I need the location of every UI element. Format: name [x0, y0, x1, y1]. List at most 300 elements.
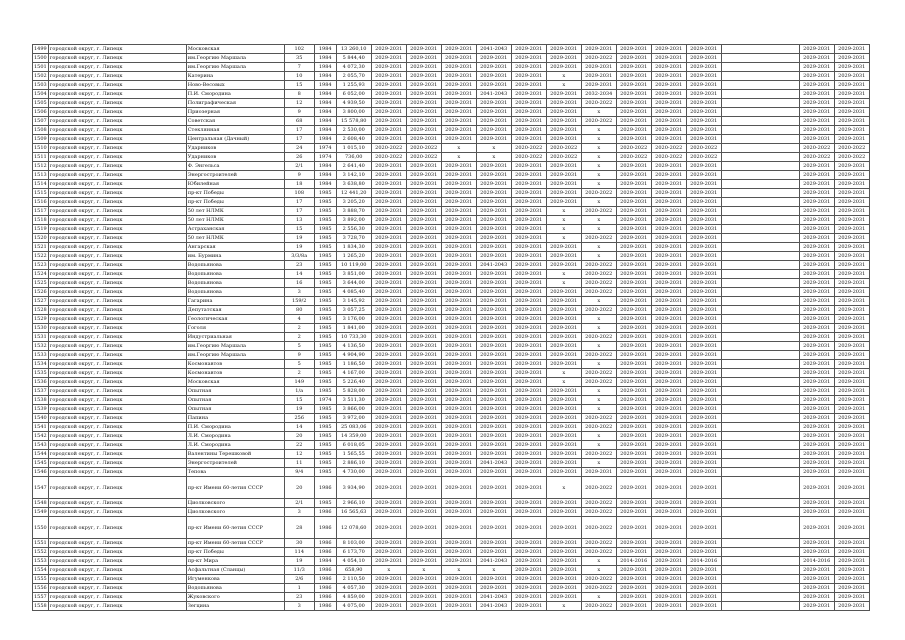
- cell-period-11: [721, 216, 799, 225]
- cell-period-13: 2020-2022: [834, 153, 869, 162]
- table-row: [33, 566, 870, 575]
- cell-period-3: 2029-2031: [441, 342, 476, 351]
- cell-period-5: 2029-2031: [511, 126, 546, 135]
- cell-period-3: 2029-2031: [441, 450, 476, 459]
- table-row: [33, 243, 870, 252]
- cell-municipality: городской округ, г. Липецк: [48, 508, 186, 517]
- cell-period-12: 2029-2031: [799, 351, 834, 360]
- cell-municipality: городской округ, г. Липецк: [48, 517, 186, 539]
- cell-period-1: 2029-2031: [371, 171, 406, 180]
- cell-period-1: 2029-2031: [371, 499, 406, 508]
- cell-period-9: 2029-2031: [651, 243, 686, 252]
- cell-period-8: 2029-2031: [616, 450, 651, 459]
- cell-street: пр-кт Победы: [186, 548, 284, 557]
- cell-period-9: 2029-2031: [651, 369, 686, 378]
- cell-period-1: 2029-2031: [371, 297, 406, 306]
- cell-period-11: [721, 414, 799, 423]
- cell-period-10: 2020-2022: [686, 153, 721, 162]
- cell-period-3: 2029-2031: [441, 324, 476, 333]
- cell-period-11: [721, 468, 799, 477]
- cell-street: 50 лет НЛМК: [186, 207, 284, 216]
- cell-municipality: городской округ, г. Липецк: [48, 198, 186, 207]
- cell-year-built: 1985: [314, 387, 336, 396]
- cell-period-7: 2032-2034: [581, 90, 616, 99]
- cell-municipality: городской округ, г. Липецк: [48, 477, 186, 499]
- cell-period-9: 2029-2031: [651, 306, 686, 315]
- cell-period-9: 2029-2031: [651, 423, 686, 432]
- cell-row-number: 1516: [34, 199, 47, 205]
- cell-municipality: городской округ, г. Липецк: [48, 306, 186, 315]
- cell-period-8: 2029-2031: [616, 548, 651, 557]
- cell-row-number: 1522: [34, 253, 47, 259]
- cell-period-3: 2029-2031: [441, 548, 476, 557]
- cell-area: 15 578,80: [336, 117, 371, 126]
- cell-period-11: [721, 144, 799, 153]
- cell-period-12: 2029-2031: [799, 297, 834, 306]
- cell-period-12: 2029-2031: [799, 180, 834, 189]
- table-row: [33, 306, 870, 315]
- cell-period-2: 2029-2031: [406, 423, 441, 432]
- cell-period-6: 2029-2031: [546, 548, 581, 557]
- cell-row-number: 1524: [34, 271, 47, 277]
- cell-period-4: x: [476, 566, 511, 575]
- cell-municipality: городской округ, г. Липецк: [48, 324, 186, 333]
- cell-street: им. Бурмина: [186, 252, 284, 261]
- cell-period-13: 2029-2031: [834, 360, 869, 369]
- cell-house-number: 108: [284, 189, 314, 198]
- cell-municipality: городской округ, г. Липецк: [48, 180, 186, 189]
- cell-period-12: 2029-2031: [799, 216, 834, 225]
- cell-municipality: городской округ, г. Липецк: [48, 72, 186, 81]
- cell-period-11: [721, 517, 799, 539]
- cell-area: 4 136,50: [336, 342, 371, 351]
- cell-period-7: 2020-2022: [581, 279, 616, 288]
- cell-period-4: 2029-2031: [476, 234, 511, 243]
- cell-row-number: 1514: [34, 181, 47, 187]
- cell-year-built: 1985: [314, 279, 336, 288]
- cell-period-6: 2029-2031: [546, 499, 581, 508]
- cell-period-3: 2029-2031: [441, 198, 476, 207]
- cell-period-5: 2029-2031: [511, 360, 546, 369]
- cell-period-12: 2029-2031: [799, 508, 834, 517]
- cell-period-3: 2029-2031: [441, 405, 476, 414]
- table-row: [33, 459, 870, 468]
- cell-period-7: 2029-2031: [581, 81, 616, 90]
- cell-municipality: городской округ, г. Липецк: [48, 90, 186, 99]
- table-row: [33, 288, 870, 297]
- cell-period-10: 2029-2031: [686, 414, 721, 423]
- cell-period-9: 2029-2031: [651, 297, 686, 306]
- cell-row-number: 1523: [34, 262, 47, 268]
- cell-municipality: городской округ, г. Липецк: [48, 99, 186, 108]
- cell-period-11: [721, 81, 799, 90]
- cell-year-built: 1985: [314, 297, 336, 306]
- cell-period-3: 2029-2031: [441, 584, 476, 593]
- cell-period-4: 2029-2031: [476, 441, 511, 450]
- cell-period-3: 2029-2031: [441, 333, 476, 342]
- cell-period-7: x: [581, 144, 616, 153]
- cell-house-number: 159/2: [284, 297, 314, 306]
- cell-period-4: 2029-2031: [476, 351, 511, 360]
- cell-house-number: 2: [284, 324, 314, 333]
- cell-period-8: 2029-2031: [616, 459, 651, 468]
- cell-period-7: x: [581, 593, 616, 602]
- cell-period-3: 2029-2031: [441, 225, 476, 234]
- cell-period-12: 2029-2031: [799, 225, 834, 234]
- cell-area: 1 015,10: [336, 144, 371, 153]
- cell-period-11: [721, 99, 799, 108]
- cell-period-5: 2029-2031: [511, 499, 546, 508]
- cell-period-2: 2029-2031: [406, 450, 441, 459]
- table-body: [33, 45, 870, 611]
- cell-period-9: 2029-2031: [651, 135, 686, 144]
- cell-period-12: 2029-2031: [799, 459, 834, 468]
- cell-period-13: 2029-2031: [834, 180, 869, 189]
- cell-period-5: 2029-2031: [511, 234, 546, 243]
- cell-house-number: 30: [284, 539, 314, 548]
- cell-period-1: 2029-2031: [371, 432, 406, 441]
- cell-period-2: 2029-2031: [406, 602, 441, 611]
- cell-period-12: 2029-2031: [799, 288, 834, 297]
- cell-period-2: 2029-2031: [406, 90, 441, 99]
- cell-year-built: 1985: [314, 234, 336, 243]
- cell-period-11: [721, 396, 799, 405]
- cell-row-number: 1556: [34, 585, 47, 591]
- cell-municipality: городской округ, г. Липецк: [48, 423, 186, 432]
- cell-area: 5 828,00: [336, 387, 371, 396]
- cell-period-1: 2020-2022: [371, 144, 406, 153]
- cell-row-number: 1557: [34, 594, 47, 600]
- cell-period-12: 2029-2031: [799, 396, 834, 405]
- cell-street: Юбилейная: [186, 180, 284, 189]
- cell-row-number: 1545: [34, 460, 47, 466]
- cell-period-13: 2029-2031: [834, 297, 869, 306]
- cell-period-5: 2029-2031: [511, 342, 546, 351]
- cell-period-10: 2029-2031: [686, 566, 721, 575]
- cell-period-9: 2029-2031: [651, 360, 686, 369]
- cell-period-10: 2029-2031: [686, 135, 721, 144]
- cell-period-1: 2029-2031: [371, 387, 406, 396]
- cell-period-13: 2029-2031: [834, 459, 869, 468]
- cell-period-6: x: [546, 270, 581, 279]
- table-row: [33, 324, 870, 333]
- cell-period-12: 2029-2031: [799, 306, 834, 315]
- cell-period-10: 2029-2031: [686, 288, 721, 297]
- cell-period-12: 2029-2031: [799, 468, 834, 477]
- cell-period-2: 2029-2031: [406, 234, 441, 243]
- cell-period-13: 2029-2031: [834, 315, 869, 324]
- cell-period-5: 2029-2031: [511, 378, 546, 387]
- cell-period-3: x: [441, 144, 476, 153]
- cell-street: Московская: [186, 45, 284, 54]
- cell-period-3: 2029-2031: [441, 459, 476, 468]
- cell-period-8: 2029-2031: [616, 171, 651, 180]
- cell-municipality: городской округ, г. Липецк: [48, 108, 186, 117]
- cell-period-13: 2029-2031: [834, 54, 869, 63]
- cell-period-5: 2029-2031: [511, 557, 546, 566]
- cell-period-9: 2029-2031: [651, 333, 686, 342]
- cell-period-2: 2029-2031: [406, 396, 441, 405]
- cell-period-7: 2020-2022: [581, 539, 616, 548]
- cell-period-4: 2029-2031: [476, 315, 511, 324]
- cell-year-built: 1985: [314, 189, 336, 198]
- cell-year-built: 1985: [314, 499, 336, 508]
- cell-area: 3 728,70: [336, 234, 371, 243]
- cell-period-5: 2029-2031: [511, 351, 546, 360]
- cell-period-3: 2029-2031: [441, 99, 476, 108]
- cell-period-10: 2029-2031: [686, 234, 721, 243]
- cell-period-12: 2029-2031: [799, 243, 834, 252]
- cell-area: 3 145,92: [336, 297, 371, 306]
- cell-house-number: 5: [284, 360, 314, 369]
- cell-period-1: 2029-2031: [371, 90, 406, 99]
- cell-period-7: x: [581, 243, 616, 252]
- cell-period-2: 2029-2031: [406, 333, 441, 342]
- cell-period-1: 2029-2031: [371, 324, 406, 333]
- cell-period-3: 2029-2031: [441, 306, 476, 315]
- cell-row-number: 1551: [34, 540, 47, 546]
- cell-row-number: 1503: [34, 82, 47, 88]
- cell-house-number: 15: [284, 225, 314, 234]
- cell-period-8: 2029-2031: [616, 108, 651, 117]
- cell-period-8: 2029-2031: [616, 63, 651, 72]
- cell-year-built: 1984: [314, 45, 336, 54]
- cell-period-10: 2029-2031: [686, 499, 721, 508]
- cell-area: 4 939,50: [336, 99, 371, 108]
- cell-area: 2 556,30: [336, 225, 371, 234]
- cell-area: 3 851,00: [336, 270, 371, 279]
- cell-period-7: 2020-2022: [581, 575, 616, 584]
- cell-period-13: 2029-2031: [834, 135, 869, 144]
- cell-street: Папина: [186, 414, 284, 423]
- cell-period-7: 2020-2022: [581, 369, 616, 378]
- table-row: [33, 45, 870, 54]
- cell-period-12: 2029-2031: [799, 423, 834, 432]
- cell-period-6: 2029-2031: [546, 180, 581, 189]
- cell-period-3: 2029-2031: [441, 432, 476, 441]
- cell-period-5: 2029-2031: [511, 90, 546, 99]
- cell-municipality: городской округ, г. Липецк: [48, 459, 186, 468]
- cell-municipality: городской округ, г. Липецк: [48, 432, 186, 441]
- cell-period-11: [721, 360, 799, 369]
- cell-municipality: городской округ, г. Липецк: [48, 234, 186, 243]
- cell-period-10: 2029-2031: [686, 90, 721, 99]
- cell-period-4: 2041-2043: [476, 459, 511, 468]
- cell-municipality: городской округ, г. Липецк: [48, 288, 186, 297]
- cell-period-7: 2020-2022: [581, 306, 616, 315]
- cell-row-number: 1506: [34, 109, 47, 115]
- cell-period-9: 2029-2031: [651, 450, 686, 459]
- table-row: [33, 171, 870, 180]
- table-row: [33, 198, 870, 207]
- cell-period-4: 2029-2031: [476, 539, 511, 548]
- cell-year-built: 1985: [314, 432, 336, 441]
- cell-period-1: 2029-2031: [371, 45, 406, 54]
- cell-period-11: [721, 243, 799, 252]
- cell-house-number: 102: [284, 45, 314, 54]
- cell-house-number: 24: [284, 144, 314, 153]
- cell-period-4: 2029-2031: [476, 180, 511, 189]
- cell-period-1: 2029-2031: [371, 270, 406, 279]
- cell-period-3: 2029-2031: [441, 539, 476, 548]
- cell-period-12: 2029-2031: [799, 135, 834, 144]
- cell-period-12: 2029-2031: [799, 117, 834, 126]
- cell-period-11: [721, 387, 799, 396]
- cell-period-13: 2029-2031: [834, 517, 869, 539]
- cell-period-9: 2029-2031: [651, 216, 686, 225]
- cell-period-10: 2029-2031: [686, 45, 721, 54]
- cell-period-6: 2029-2031: [546, 189, 581, 198]
- cell-period-12: 2029-2031: [799, 342, 834, 351]
- cell-house-number: 28: [284, 517, 314, 539]
- cell-period-9: 2029-2031: [651, 225, 686, 234]
- cell-period-11: [721, 135, 799, 144]
- cell-period-4: 2029-2031: [476, 414, 511, 423]
- cell-area: 1 565,55: [336, 450, 371, 459]
- cell-period-1: 2029-2031: [371, 315, 406, 324]
- cell-period-2: 2029-2031: [406, 54, 441, 63]
- cell-period-13: 2029-2031: [834, 189, 869, 198]
- cell-row-number: 1513: [34, 172, 47, 178]
- cell-area: 1 186,50: [336, 360, 371, 369]
- cell-period-1: 2029-2031: [371, 279, 406, 288]
- cell-period-7: 2020-2022: [581, 189, 616, 198]
- cell-period-2: 2029-2031: [406, 432, 441, 441]
- cell-period-3: 2029-2031: [441, 54, 476, 63]
- cell-period-1: 2029-2031: [371, 351, 406, 360]
- cell-period-6: x: [546, 234, 581, 243]
- cell-period-6: 2029-2031: [546, 288, 581, 297]
- cell-period-9: 2029-2031: [651, 63, 686, 72]
- cell-area: 3 638,80: [336, 180, 371, 189]
- cell-area: 10 119,00: [336, 261, 371, 270]
- cell-house-number: 17: [284, 135, 314, 144]
- cell-period-6: 2029-2031: [546, 584, 581, 593]
- cell-period-10: 2029-2031: [686, 575, 721, 584]
- cell-period-9: 2029-2031: [651, 234, 686, 243]
- cell-period-7: x: [581, 108, 616, 117]
- cell-house-number: 4: [284, 315, 314, 324]
- cell-period-11: [721, 508, 799, 517]
- cell-area: 6 018,05: [336, 441, 371, 450]
- cell-period-8: 2029-2031: [616, 342, 651, 351]
- cell-period-2: 2029-2031: [406, 351, 441, 360]
- cell-period-3: 2029-2031: [441, 252, 476, 261]
- cell-period-6: 2029-2031: [546, 459, 581, 468]
- cell-period-3: 2029-2031: [441, 387, 476, 396]
- cell-municipality: городской округ, г. Липецк: [48, 153, 186, 162]
- cell-period-5: 2029-2031: [511, 162, 546, 171]
- cell-period-7: x: [581, 198, 616, 207]
- cell-year-built: 1984: [314, 99, 336, 108]
- cell-period-3: 2029-2031: [441, 593, 476, 602]
- cell-period-10: 2029-2031: [686, 468, 721, 477]
- cell-period-10: 2029-2031: [686, 180, 721, 189]
- cell-period-10: 2029-2031: [686, 198, 721, 207]
- cell-period-6: 2029-2031: [546, 99, 581, 108]
- cell-row-number: 1536: [34, 379, 47, 385]
- cell-period-7: 2020-2022: [581, 450, 616, 459]
- cell-period-9: 2029-2031: [651, 499, 686, 508]
- cell-period-1: 2029-2031: [371, 539, 406, 548]
- cell-year-built: 1985: [314, 288, 336, 297]
- cell-period-4: 2029-2031: [476, 270, 511, 279]
- cell-street: Опытная: [186, 387, 284, 396]
- cell-period-1: 2029-2031: [371, 162, 406, 171]
- cell-house-number: 17: [284, 207, 314, 216]
- cell-municipality: городской округ, г. Липецк: [48, 378, 186, 387]
- cell-house-number: 17: [284, 126, 314, 135]
- cell-period-1: 2029-2031: [371, 405, 406, 414]
- cell-period-6: 2020-2022: [546, 144, 581, 153]
- cell-street: Ударников: [186, 153, 284, 162]
- cell-period-13: 2029-2031: [834, 378, 869, 387]
- cell-house-number: 68: [284, 117, 314, 126]
- cell-year-built: 1984: [314, 90, 336, 99]
- cell-period-5: 2029-2031: [511, 99, 546, 108]
- cell-period-2: 2029-2031: [406, 517, 441, 539]
- cell-period-4: 2029-2031: [476, 333, 511, 342]
- cell-street: Циолковского: [186, 508, 284, 517]
- cell-period-4: 2029-2031: [476, 396, 511, 405]
- cell-period-9: 2029-2031: [651, 508, 686, 517]
- cell-street: Водопьянова: [186, 279, 284, 288]
- cell-period-3: 2029-2031: [441, 117, 476, 126]
- cell-period-10: 2029-2031: [686, 297, 721, 306]
- cell-street: Стеклянная: [186, 126, 284, 135]
- cell-period-12: 2029-2031: [799, 360, 834, 369]
- cell-house-number: 1: [284, 584, 314, 593]
- cell-period-11: [721, 602, 799, 611]
- cell-period-10: 2029-2031: [686, 342, 721, 351]
- table-row: [33, 270, 870, 279]
- cell-house-number: 256: [284, 414, 314, 423]
- cell-period-12: 2029-2031: [799, 539, 834, 548]
- cell-street: Астраханская: [186, 225, 284, 234]
- cell-period-7: x: [581, 315, 616, 324]
- cell-period-4: 2041-2043: [476, 602, 511, 611]
- cell-period-5: 2029-2031: [511, 63, 546, 72]
- cell-row-number: 1535: [34, 370, 47, 376]
- cell-period-8: 2029-2031: [616, 279, 651, 288]
- cell-house-number: 149: [284, 378, 314, 387]
- cell-house-number: 7: [284, 63, 314, 72]
- cell-period-13: 2029-2031: [834, 414, 869, 423]
- cell-year-built: 1986: [314, 508, 336, 517]
- cell-period-8: 2029-2031: [616, 351, 651, 360]
- cell-period-8: 2029-2031: [616, 99, 651, 108]
- cell-period-5: 2029-2031: [511, 135, 546, 144]
- cell-row-number: 1530: [34, 325, 47, 331]
- cell-period-3: 2029-2031: [441, 351, 476, 360]
- cell-house-number: 14: [284, 270, 314, 279]
- table-row: [33, 63, 870, 72]
- cell-period-2: 2029-2031: [406, 297, 441, 306]
- table-row: [33, 575, 870, 584]
- cell-period-6: x: [546, 279, 581, 288]
- cell-period-5: 2029-2031: [511, 243, 546, 252]
- cell-period-10: 2029-2031: [686, 72, 721, 81]
- cell-period-1: 2029-2031: [371, 459, 406, 468]
- cell-period-7: 2020-2022: [581, 584, 616, 593]
- cell-period-9: 2029-2031: [651, 539, 686, 548]
- cell-street: П.И. Смородина: [186, 423, 284, 432]
- cell-area: 16 565,63: [336, 508, 371, 517]
- cell-period-13: 2029-2031: [834, 575, 869, 584]
- table-row: [33, 153, 870, 162]
- cell-street: Зегцина: [186, 602, 284, 611]
- cell-period-10: 2029-2031: [686, 306, 721, 315]
